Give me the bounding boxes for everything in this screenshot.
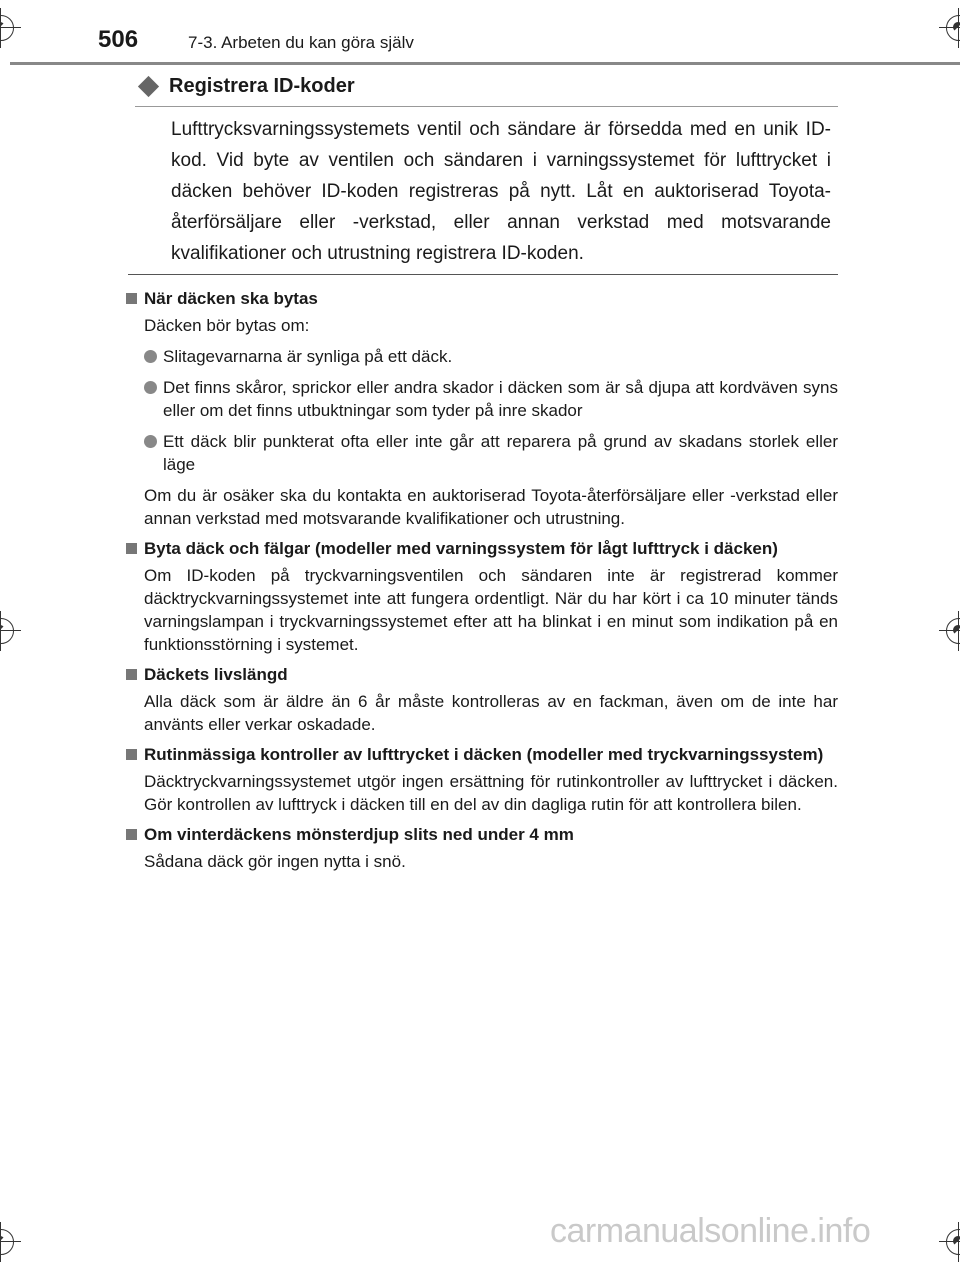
box-title: Registrera ID-koder [169, 75, 355, 97]
note-text: Om ID-koden på tryckvarningsventilen och sändaren inte är registrerad kommer däcktryckvarningssystemet inte att fungera ordentligt. När du har kört i ca 10 minuter tänds varningslampan i tryckvarningssystemet efter att ha blinkat i en minut som indikation på en funktionsstörning i systemet. [144, 566, 838, 654]
circle-bullet-icon [144, 435, 157, 448]
square-bullet-icon [126, 829, 137, 840]
note-text: Däcken bör bytas om: [144, 316, 310, 335]
note-item [126, 823, 838, 873]
note-text: Alla däck som är äldre än 6 år måste kontrolleras av en fackman, även om de inte har använts eller verkar oskadade. [144, 692, 838, 734]
box-body: Lufttrycksvarningssystemets ventil och sändare är försedda med en unik ID-kod. Vid byte av ventilen och sändaren i varningssystemet för lufttrycket i däcken behöver ID-koden registreras på nytt. Låt en auktoriserad Toyota-återförsäljare eller -verkstad, eller annan verkstad med motsvarande kvalifikationer och utrustning registrera ID-koden. [171, 119, 831, 264]
note-item [126, 537, 838, 656]
note-title: Byta däck och fälgar (modeller med varningssystem för lågt lufttryck i däcken) [144, 539, 778, 558]
page-number: 506 [98, 26, 139, 53]
square-bullet-icon [126, 669, 137, 680]
notes-list [126, 287, 838, 880]
box-heading [135, 74, 838, 107]
crop-mark-icon [0, 1222, 21, 1262]
note-title: Om vinterdäckens mönsterdjup slits ned under 4 mm [144, 825, 574, 844]
section-title: 7-3. Arbeten du kan göra själv [188, 33, 414, 52]
page-header [0, 0, 960, 62]
watermark: carmanualsonline.info [550, 1212, 871, 1250]
square-bullet-icon [126, 749, 137, 760]
circle-bullet-icon [144, 350, 157, 363]
diamond-icon [138, 76, 159, 97]
crop-mark-icon [939, 611, 960, 651]
square-bullet-icon [126, 543, 137, 554]
bullet-item [144, 430, 838, 476]
bullet-text: Det finns skåror, sprickor eller andra skador i däcken som är så djupa att kordväven syns eller om det finns utbuktningar som tyder på inre skador [163, 378, 838, 420]
header-rule [10, 62, 960, 65]
note-title: När däcken ska bytas [144, 289, 318, 308]
note-text: Däcktryckvarningssystemet utgör ingen ersättning för rutinkontroller av lufttrycket i däcken. Gör kontrollen av lufttryck i däcken till en del av din dagliga rutin för att kontrollera bilen. [144, 772, 838, 814]
note-title: Rutinmässiga kontroller av lufttrycket i däcken (modeller med tryckvarningssystem) [144, 745, 824, 764]
note-item [126, 663, 838, 736]
circle-bullet-icon [144, 381, 157, 394]
bullet-text: Ett däck blir punkterat ofta eller inte går att reparera på grund av skadans storlek eller läge [163, 432, 838, 474]
bullet-item [144, 345, 838, 368]
note-text: Sådana däck gör ingen nytta i snö. [144, 852, 406, 871]
bullet-item [144, 376, 838, 422]
crop-mark-icon [939, 1222, 960, 1262]
section-divider [128, 274, 838, 275]
note-footer-text: Om du är osäker ska du kontakta en auktoriserad Toyota-återförsäljare eller -verkstad eller annan verkstad med motsvarande kvalifikationer och utrustning. [144, 486, 838, 528]
note-item [126, 743, 838, 816]
square-bullet-icon [126, 293, 137, 304]
bullet-text: Slitagevarnarna är synliga på ett däck. [163, 347, 453, 366]
note-title: Däckets livslängd [144, 665, 288, 684]
crop-mark-icon [0, 611, 21, 651]
note-item [126, 287, 838, 530]
